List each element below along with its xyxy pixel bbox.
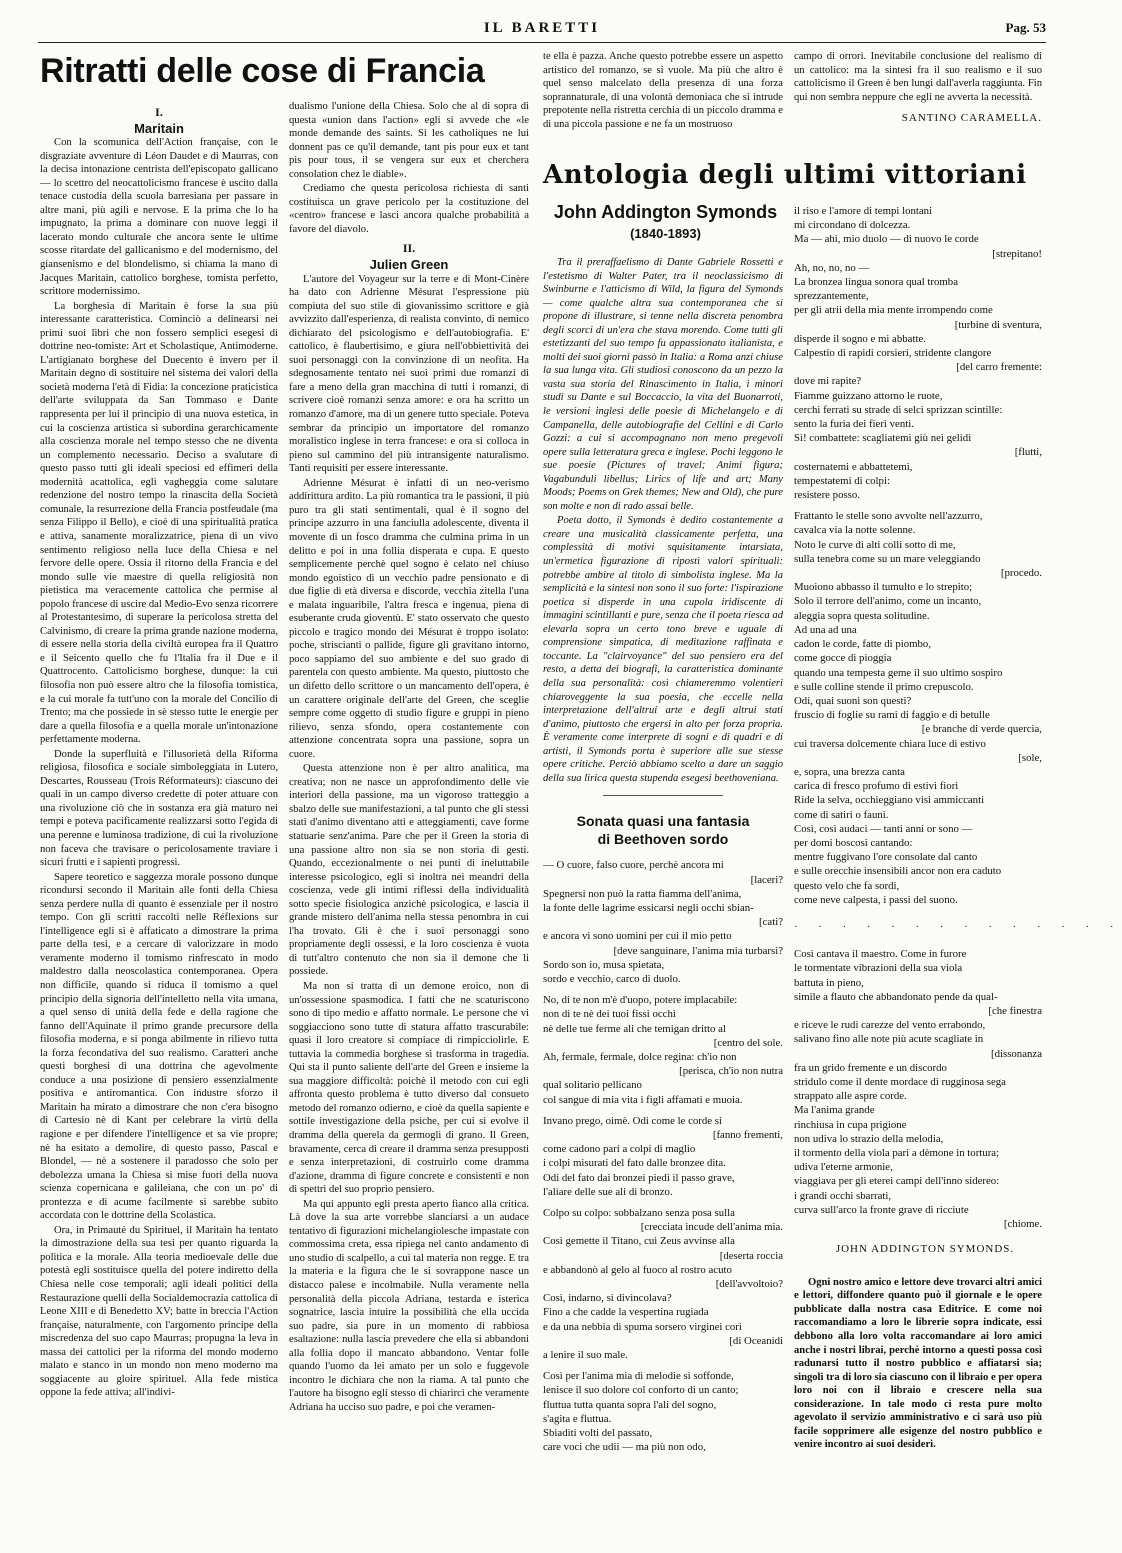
poem-line: [che finestra — [988, 1004, 1042, 1017]
stanza-break — [543, 986, 783, 993]
poem-line: [cati? — [759, 916, 783, 929]
column-3-top — [543, 50, 783, 148]
poem-line: La bronzea lingua sonora qual tromba — [794, 276, 958, 289]
poem-part-1 — [543, 858, 783, 1454]
poem-line: fruscio di foglie su rami di faggio e di betulle — [794, 709, 990, 722]
poem-line: Sbiaditi volti del passato, — [543, 1427, 653, 1440]
poem-line: Fiamme guizzano attorno le ruote, — [794, 389, 943, 402]
poem-line: [deve sanguinare, l'anima mia turbarsi? — [613, 944, 783, 957]
poem-line: viaggiava per gli eterei campi dell'inno sidereo: — [794, 1175, 1000, 1188]
header-rule — [38, 42, 1046, 43]
poem-line: curva sull'arco la fronte grave di ricciute — [794, 1203, 969, 1216]
poem-line: Colpo su colpo: sobbalzano senza posa sulla — [543, 1207, 735, 1219]
poem-line: [crecciata incude dell'anima mia. — [640, 1221, 783, 1234]
column-3 — [543, 256, 783, 1526]
poem-line: e sulle orecchie insensibili ancor non era caduto — [794, 865, 1002, 878]
poem-line: e riceve le rudi carezze del vento errabondo, — [794, 1019, 986, 1032]
column-1 — [40, 100, 278, 1525]
poem-line: come di satiri o fauni. — [794, 808, 889, 821]
anthology-title: Antologia degli ultimi vittoriani — [543, 160, 1027, 190]
poem-line: Muoiono abbasso il tumulto e lo strepito; — [794, 581, 973, 594]
poem-line: e, sopra, una brezza canta — [794, 765, 905, 778]
poem-title-line-1: Sonata quasi una fantasia — [576, 813, 750, 830]
poem-line: Frattanto le stelle sono avvolte nell'azzurro, — [794, 510, 983, 523]
poem-line: quando una tempesta geme il suo ultimo sospiro — [794, 666, 1003, 679]
intro-paragraph: Poeta dotto, il Symonds è dedito costantemente a creare una musicalità classicamente perfetta, una complessità di motivi squisitamente intarsiata, un'ermetica figurazione di ripostì valori spirituali: potrebbe ambire al titolo di simbolista inglese. Ma la semplicità e la sintesi non sono il suo forte: l'ispirazione poetica si disperde in una cupola iridiscente di immagini scintillanti e pure, senza che il poeta riesca ad elevarla sopra un certo tono breve e uguale di comprensione simpatica, di meditazione raffinata e toccante. La "clairvoyance" del suo pensiero era del resto, a detta dei biografi, la caratteristica dominante della sua personalità: così chiameremmo volentieri chiaroveggente la sua poesia, che eccelle nella interpretazione dell'altrui arte e degli altrui stati d'animo, piuttosto che ergersi in alto per forza propria. È veramente come interprete di sogni e di quadri e di artisti, il Symonds porta è superiore alle sue stesse opere critiche. Perciò abbiamo scelto a dare un saggio della sua lirica questa stupenda esegesi beethoveniana. — [543, 515, 783, 784]
page-header — [38, 20, 1046, 40]
poet-dates: (1840-1893) — [630, 226, 701, 241]
poem-line: No, di te non m'è d'uopo, potere implacabile: — [543, 994, 738, 1007]
stanza-break — [543, 1199, 783, 1206]
poem-line: Odi, quai suoni son questi? — [794, 694, 912, 707]
article-title: Ritratti delle cose di Francia — [40, 52, 485, 90]
paragraph: Ma non si tratta di un demone eroico, non di un'ossessione spasmodica. I fatti che ne scaturiscono sono di tipo medio e affatto normale. Le persone che vi soggiacciono sono tutte di statura affatto trascurabile: quasi il loro creatore si compiace di rimpicciolirle. E tuttavia la commedia borghese si trasforma in tragedia. Qui sta il punto saliente dell'arte del Green e insieme la sua maggiore difficoltà: poichè il metodo con cui egli affronta questo problema è tutto diverso dal consueto metodo del romanzo odierno, e cioè da quella sapiente e sottile investigazione della psiche, per cui si evolve il dramma della querela da germogli di grano. Il Green, bravamente, cerca di creare il dramma senza presupposti e senza interpretazioni, di costruirlo come dramma d'azione, dramma di figure concrete e consistenti e non di spettri del suo proprio pensiero. — [289, 981, 530, 1196]
poem-line: [fanno frementi, — [712, 1128, 783, 1141]
paragraph: te ella è pazza. Anche questo potrebbe essere un aspetto artistico del romanzo, se si vuole. Ma più che altro è quel senso malcelato della presenza di una forza soprannaturale, di una volontà demoniaca che si intrude prepotente nella ristretta cerchia di un piccolo dramma e di una piccola passione e ne fa un mostruoso — [543, 51, 783, 130]
poem-line: rinchiusa in cupa prigione — [794, 1118, 907, 1131]
poem-line: come cadono pari a colpi di maglio — [543, 1143, 696, 1156]
poem-line: Invano prego, oimè. Odi come le corde si — [543, 1114, 722, 1127]
poem-line: care voci che udii — ma più non odo, — [543, 1441, 706, 1454]
poem-line: cui traversa dolcemente chiara luce di estivo — [794, 737, 986, 750]
poem-line: e abbandonò al gelo al fuoco al rostro acuto — [543, 1263, 732, 1276]
poem-line: questo velo che fa sordi, — [794, 879, 900, 892]
poem-line: simile a flauto che abbandonato pende da qual- — [794, 990, 998, 1003]
poem-line: Sordo son io, musa spietata, — [543, 958, 665, 971]
poem-line: — O cuore, falso cuore, perchè ancora mi — [543, 859, 724, 872]
poem-line: le tormentate vibrazioni della sua viola — [794, 962, 963, 975]
poem-line: mentre fuggivano l'ore consolate dal canto — [794, 851, 978, 864]
section-number: I. — [155, 105, 163, 119]
paragraph: Ma qui appunto egli presta aperto fianco alla critica. Là dove la sua arte vorrebbe slanciarsi a un audace tentativo di figurazioni michelangiolesche impastate con commossima creta, essa ripiega nel canto andamento di uno studio di scalpello, a cui tal materia non regge. E tra la materia e la figura che le si sovrappone nasce un distacco palese e incolmabile. Nulla veramente nella personalità della piccola Adriana, testarda e isterica sognatrice, lascia intuire la possibilità che ella uccida suo padre, sia pure in un momento di rabbiosa esaltazione: nulla lascia prevedere che ella si abbandoni alla follia dopo il mancato abbandono. Ventar folle quando l'uomo da lei amato per un solo e fuggevole incontro le dichiara che non la riama. A tal punto che l'autore ha bisogno egli stesso di chiarirci che veramente Adriana ha ucciso suo padre, e poi che veramen- — [289, 1198, 529, 1413]
stanza-break — [543, 1362, 783, 1369]
poem-line: carica di fresco profumo di estivi fiori — [794, 780, 959, 793]
poem-line: [centro del sole. — [713, 1036, 783, 1049]
poem-line: Odi del fato dai bronzei piedi il passo grave, — [543, 1171, 735, 1184]
poem-line: [perisca, ch'io non nutra — [679, 1065, 783, 1078]
section-divider — [603, 795, 723, 796]
paragraph: Donde la superfluità e l'illusorietà della Riforma religiosa, filosofica e sociale simboleggiata in Lutero, Descartes, Rousseau (Trois Réformateurs): ciascuno dei quali in un campo diverso credette di poter attuare con una rivoluzione ciò che in sostanza era già maturo nei tempi e poteva pacificamente realizzarsi sotto l'egida di una perenne e luminosa tradizione, di cui la rivoluzione non faceva che travisare o pericolosamente traviare i sicuri frutti e i sapienti progressi. — [40, 748, 278, 869]
poem-line: sulla tenebra come su un mare veleggiando — [794, 552, 981, 565]
poem-line: la fonte delle lagrime essicarsi negli occhi sbian- — [543, 901, 754, 914]
poem-line: col sangue di mia vita i figli affamati e muoia. — [543, 1093, 743, 1106]
poem-line: fra un grido fremente e un discordo — [794, 1061, 947, 1074]
poem-line: Così cantava il maestro. Come in furore — [794, 948, 967, 961]
poem-line: fluttua tutta quanta sopra l'ali del sogno, — [543, 1398, 717, 1411]
paragraph: Con la scomunica dell'Action française, con le disgraziate avventure di Léon Daudet e di Maurras, con la decisa intonazione centrista dell'episcopato gallicano — lo scettro del neocattolicismo francese è uscito dalla tenace custodia della scuola barresiana per passare in altre mani, più agili e nervose. E la prima che lo ha impugnato, la prima a dominare con nuove leggi il lacerato mondo culturale che ancora sente le ultime scosse ritardate del gallicanismo e del modernismo, del giansenismo e del blondelismo, si chiama la mano di Jacques Maritain, cattolico borghese, tomista perfetto, scrittore modernissimo. — [40, 137, 278, 298]
poem-line: Ad una ad una — [794, 623, 857, 636]
poem-line: sento la furia dei fieri venti. — [794, 418, 914, 431]
section-title-julien-green: Julien Green — [369, 257, 449, 273]
author-signature: SANTINO CARAMELLA. — [901, 112, 1042, 125]
poem-line: [procedo. — [1000, 567, 1042, 580]
poem-line: Calpestio di rapidi corsieri, stridente clangore — [794, 347, 992, 360]
poem-line: e da una nebbia di spuma sorsero virginei cori — [543, 1320, 742, 1333]
poem-line: [laceri? — [750, 873, 783, 886]
paragraph: Ora, in Primauté du Spirituel, il Maritain ha tentato la dimostrazione della sua tesi per quanto riguarda la politica e la morale. Alla teoria medioevale delle due potestà egli sostituisce quella del potere indiretto della Chiesa nelle cose temporali; agli ideali politici della Restaurazione quelli della Socialdemocrazia cattolica di Leone XIII e di Benedetto XV; batte in breccia l'Action française, naturalmente, con l'argomento principe della miscredenza del suo capo Maurras; propugna la leva in massa dei cattolici per la riforma del mondo moderno malato e stanco in un mondo non meno moderno ma soggiacente au gloire spirituel. Alla fede mistica oppone la fede attiva; all'indivi- — [40, 1224, 278, 1399]
poem-line: e sulle colline stende il primo crepuscolo. — [794, 680, 974, 693]
poem-line: udiva l'eterne armonie, — [794, 1161, 893, 1174]
poem-line: [dell'avvoltoio? — [715, 1278, 783, 1291]
stanza-break — [543, 1107, 783, 1114]
poem-title-line-2: di Beethoven sordo — [597, 831, 729, 848]
poem-line: Così per l'anima mia di melodie si soffonde, — [543, 1370, 734, 1383]
column-4 — [794, 204, 1122, 1526]
poem-line: battuta in pieno, — [794, 976, 864, 989]
poem-line: non udiva lo strazio della melodia, — [794, 1132, 944, 1145]
poem-line: i grandi occhi sbarrati, — [794, 1189, 892, 1202]
poem-line: [di Oceanidi — [729, 1334, 783, 1347]
poet-name: John Addington Symonds — [553, 202, 778, 222]
paragraph: L'autore del Voyageur sur la terre e di Mont-Cinère ha dato con Adrienne Mésurat l'espressione più compiuta del suo stile di giovanissimo scrittore e già avvizzito dall'esperienza, di realista convinto, di nemico dichiarato del psicologismo e dell'autobiografia. E' cattolico, è flaubertisimo, e giura nell'obbiettività dei suoi personaggi con la convinzione di un neofita. Ha sdegnosamente tentato nei suoi primi due romanzi di fare a meno della gran macchina di tutti i romanzi, di scrivere cioè romanzi senza amore: e ora ha scritto un romanzo d'amore, ma di un genere tutto speciale. Poteva sembrar da principio un importatore del romanzo moralistico inglese in terra francese: e ora si colloca in pieno sul cammino del più intransigente naturalismo. Tanti requisiti per essere interessante. — [289, 273, 529, 475]
poem-line: [dissonanza — [991, 1047, 1042, 1060]
poem-line: aleggia sopra questa solitudine. — [794, 609, 930, 622]
poem-line: [deserta roccia — [719, 1249, 783, 1262]
poem-line: disperde il sogno e mi abbatte. — [794, 332, 926, 345]
poem-line: Sì! combattete: scagliatemi giù nei gelidi — [794, 432, 972, 445]
poem-line: i colpi misurati del fato dalle bronzee dita. — [543, 1157, 726, 1170]
paragraph: Crediamo che questa pericolosa richiesta di santi costituisca un grave pericolo per la costituzione del «centro» francese e lasci ancora qualche probabilità a favore del diavolo. — [289, 183, 529, 235]
paragraph: La borghesia di Maritain è forse la sua più interessante caratteristica. Cominciò a delinearsi nei primi suoi libri che non fossero semplici esegesi di dottrine neo-tomiste: Art et Scholastique, Antimoderne. L'artigianato borghese del Duecento è invero per il Maritain degno di sostituire nel sistema dei valori della società moderna l'età di Fidia: la concezione praticistica dell'arte sviluppata da San Tommaso e Dante rappresenta per lui il principio di una nuova estetica, in cui la coscienza artistica si subordina gerarchicamente alla coscienza morale nel tempo stesso che ne diventa un complemento necessario. Deciso a svalutare di questo passo tutti gli ideali speciosi ed effimeri della modernità acattolica, egli vagheggia come salutare redenzione del nostro tempo la rinascita della Società comunale, la resurrezione della Francia postfeudale (ma senza Filippo il Bello), e cioè di una spiritualità pratica e attiva, sanamente moralizzatrice, piena di un vivo sentimento religioso nella luce della Chiesa e nel fervore delle opere. Ossia il ritorno della Francia e del mondo sulle vie maestre di quella religiosità non pietistica ma veracemente cattolica che permise al popolo francese di uscire dal Medio-Evo senza ricorrere al Protestantesimo, di superare la pericolosa stretta del Calvinismo, di creare la prima grande nazione moderna, di essere nella storia della civiltà europea fra il Quattro e il Seicento quello che fu l'Italia fra il Due e il Quattrocento. Cattolicismo borghese, dunque: la cui filosofia non può essere altro che la filosofia tomistica, e la cui morale fa tutt'uno con la morale del Concilio di Trento; ma che possiede in sè stesso tutte le energie per dare a quella filosofia e a quella morale un'intonazione perfettamente moderna. — [40, 300, 278, 746]
column-2 — [289, 100, 529, 1525]
poem-line: sprezzantemente, — [794, 290, 869, 303]
poem-line: e ancora vi sono uomini per cui il mio petto — [543, 930, 732, 943]
poem-title — [543, 812, 783, 848]
poem-line: non di te nè dei tuoi fissi occhi — [543, 1008, 676, 1021]
poem-line: tempestatemi di colpi: — [794, 474, 890, 487]
poem-line: [sole, — [1018, 751, 1042, 764]
poem-line: Fino a che cadde la vespertina rugiada — [543, 1306, 709, 1319]
poem-line: s'agita e fluttua. — [543, 1412, 612, 1425]
poem-line: [del carro fremente: — [956, 361, 1042, 374]
poem-line: cadon le corde, fatte di piombo, — [794, 638, 932, 651]
poem-line: a lenire il suo male. — [543, 1349, 628, 1362]
poem-line: il riso e l'amore di tempi lontani — [794, 205, 933, 217]
poem-line: per gli atrii della mia mente irrompendo come — [794, 304, 993, 317]
column-4-top — [794, 50, 1042, 150]
poem-line: qual solitario pellicano — [543, 1079, 642, 1092]
poem-line: mi circondano di dolcezza. — [794, 219, 911, 232]
poem-line: [flutti, — [1014, 446, 1042, 459]
section-title-maritain: Maritain — [134, 120, 184, 136]
poem-line: dove mi rapite? — [794, 375, 862, 388]
poem-line: l'aliare delle sue ali di bronzo. — [543, 1185, 673, 1198]
poem-line: [turbine di sventura, — [954, 318, 1042, 331]
section-number: II. — [402, 241, 416, 256]
ellipsis-separator: · · · · · · · · · · · · · · — [794, 920, 1122, 933]
poem-line: per domi boscosi cantando: — [794, 836, 913, 849]
journal-title: IL BARETTI — [483, 20, 601, 36]
poem-line: Ah, no, no, no — — [794, 261, 870, 274]
poem-line: stridulo come il dente mordace di rugginosa sega — [794, 1075, 1006, 1088]
stanza-break — [794, 940, 1042, 947]
poem-line: cerchi ferrati su strade di selci sprizzan scintille: — [794, 403, 1003, 416]
poem-line: Ma l'anima grande — [794, 1104, 875, 1117]
poem-line: Ride la selva, occhieggiano visi ammiccanti — [794, 794, 985, 807]
poem-line: lenisce il suo dolore col conforto di un canto; — [543, 1384, 739, 1397]
poem-line: sordo e vecchio, carco di duolo. — [543, 972, 681, 985]
poem-line: come gocce di pioggia — [794, 652, 892, 665]
poem-part-2 — [794, 204, 1122, 1231]
paragraph: Sapere teoretico e saggezza morale possono dunque ricondursi secondo il Maritain alle fonti della Chiesa senza perdere nulla di quanto è essenziale per il nostro tempo. Con gli scritti raccolti nelle Réflexions sur l'intelligence egli si è affaticato a dimostrare la prima parte della tesi, e a cercare di valorizzare in modo veramente moderno il tomismo rinfrescato in modo maldestro dalla neoscolastica contemporanea. Opera non difficile, quando si riduca il tomismo a quel principio della signoria dell'intelletto nella vita umana, a quel senso di unità della fede e della ragione che fanno dell'Aquinate il primo grande precursore della filosofia moderna, e si ponga abilmente in rilievo tutta la forza fecondativa del suo realismo. Caratteri anche questi borghesi di una dottrina che agevolmente conduce a una posizione di pensiero essenzialmente positiva e antiromantica. Con industre sforzo il Maritain ha mirato a dimostrare che non c'era bisogno di Cartesio nè di Kant per celebrare la virtù della ragione e per difendere l'intelligence et sa vie propre; nè ha esitato a demolire, di questo passo, Pascal e Blondel, — nè a sostenere il paradosso che solo per debolezza umana la Chiesa si mise fuori della nuova scienza copernicana e galileiana, che con un po' di prontezza e di acume facilmente si sarebbe subito accordata con le dottrine della Scolastica. — [40, 871, 278, 1222]
poem-line: [strepitano! — [992, 247, 1042, 260]
poem-line: il tormento della viola pari a dèmone in tortura; — [794, 1147, 1000, 1159]
stanza-break — [794, 907, 1042, 914]
poem-line: Così, così audaci — tanti anni or sono — — [794, 822, 973, 835]
paragraph: Adrienne Mésurat è infatti di un neo-verismo addirittura ardito. La più romantica tra le passioni, il più puro tra gli stati sentimentali, qual è il sogno del principe azzurro in una fanciulla adolescente, diventa il movente di un fosco dramma che culmina prima in un delitto e poi in una follia disperata e cupa. E questo semplicemente perchè quel sogno è celato nel chiuso mondo egoistico di un vecchio padre pensionato e di due figlie di età diversa e discorde, vecchia zitella l'una e malata inguaribile, l'altra fresca e ingenua, piena di esuberante cruda gioventù. E' stato osservato che questo piccolo e tragico mondo dei Mésurat è troppo isolato: poche, striscianti o pallide, figure gli gravitano intorno, poco sappiamo del suo ambiente e del suo grado di parentela con questo ambiente. Ma questo, piuttosto che un difetto dello scrittore o un mancamento dell'opera, è un carattere originale dell'arte del Green, che sceglie sempre come oggetto di studio figure e gruppi in pieno rilievo, senza sfondo, opera costantemente con attenzione concentrata sopra una passione, sopra un cuore. — [289, 477, 529, 760]
poem-line: [chiome. — [1003, 1218, 1042, 1231]
poem-line: cavalca via la notte solenne. — [794, 524, 916, 537]
poem-line: Così, indarno, si divincolava? — [543, 1292, 672, 1305]
paragraph: campo di orrori. Inevitabile conclusione del realismo di un cattolico: ma la sintesi fra il suo realismo e il suo cattolicismo il Green è ben lungi dall'averla raggiunta. Fin qui non sembra neppure che egli ne avverta la necessità. — [794, 51, 1042, 103]
poem-line: costernatemi e abbattetemi, — [794, 460, 913, 473]
intro-paragraph: Tra il preraffaelismo di Dante Gabriele Rossetti e l'estetismo di Walter Pater, tra il neoclassicismo di Swinburne e l'atticismo di Wild, la figura del Symonds — come qualche altra sua contemporanea che si propone di illustrare, si tenne nella discreta penombra degli scorci di un'era che stava morendo. Come tutti gli estetizzanti del suo tempo fu appassionato italianista, e molti dei suoi giorni passò in Italia: a Roma anzi chiuse la sua lunga vita. Gli studiosi conoscono da un pezzo la vasta sua storia del Rinascimento in Italia, i minori studi su Dante e sul Boccaccio, la vita del Buonarroti, le versioni inglesi delle poesie di Michelangelo e di Campanella, delle autobiografie del Cellini e di Carlo Gozzi: a cui si accompagnano non meno pregevoli opere sulla letteratura greca e inglese. Pochi leggono le sue poesie (Pictures of travel; Animi figura; Vagabunduli libellus; Lirics of life and art; Many Moods; Poems on Grek themes; New and Old), che pure son molte e non di rado assai belle. — [543, 257, 783, 512]
poem-line: salivano fino alle note più acute scagliate in — [794, 1033, 984, 1046]
poem-line: strappato alle aspre corde. — [794, 1090, 907, 1103]
paragraph: Questa attenzione non è per altro analitica, ma creativa; non ne nasce un approfondimento delle vie interiori della passione, ma un vigoroso tratteggio a sbalzo delle sue manifestazioni, a tal punto che gli stessi stati d'animo diventano atti e atteggiamenti, cave forme statuarie senz'anima. Pare che per il Green la storia di una passione altro non sia se non storia di gesti. Quando, eccezionalmente o nei punti di ineluttabile interesse psicologico, egli si inoltra nei meandri della coscienza, vede gli intimi riflessi della individualità sotto specie fisiologica anzichè psicologica, e lascia il grande mistero dell'anima nella stessa penombra in cui l'ha trovato. Gli è che i suoi personaggi sono propriamente degli ossessi, e la loro coscienza è vuota di tutt'altro contenuto che non sia il demone che li possiede. — [289, 763, 529, 978]
poem-line: Così gemette il Titano, cui Zeus avvinse alla — [543, 1235, 735, 1248]
poem-line: [e branche di verde quercia, — [921, 723, 1042, 736]
poem-line: Ma — ahi, mio duolo — di nuovo le corde — [794, 233, 979, 246]
poem-line: Spegnersi non può la ratta fiamma dell'anima, — [543, 887, 742, 900]
poem-line: nè delle tue ferme ali che temigan dritto al — [543, 1022, 726, 1035]
publisher-notice: Ogni nostro amico e lettore deve trovarci altri amici e lettori, diffondere quanto può il giornale e le opere pubblicate dalla nostra casa Editrice. E come noi raccomandiamo a loro le librerie sopra indicate, essi debbono alla loro volta raccomandare ai loro amici anche i nostri librai, perchè intorno a questi possa così radunarsi tutto il nostro pubblico e affiatarsi sia; singoli tra di loro sia ciascuno con il libraio e per opera loro noi con il libraio e crescere nella sua considerazione. In tale modo ci resta pure molto agevolato il servizio amministrativo e ci sarà uso più facile sopprimere alle esigenze del nostro pubblico e venire incontro ai suoi desideri. — [794, 1276, 1042, 1451]
poem-line: Noto le curve di alti colli sotto di me, — [794, 538, 956, 551]
poet-signature: JOHN ADDINGTON SYMONDS. — [835, 1243, 1015, 1256]
poem-line: come neve calpesta, i passi del suono. — [794, 893, 958, 906]
stanza-break — [794, 502, 1042, 509]
poem-line: Ah, fermale, fermale, dolce regina: ch'io non — [543, 1050, 737, 1063]
paragraph: dualismo l'unione della Chiesa. Solo che al di sopra di questa «union dans l'action» egli si avvede che «le monde demande des saints. Si les catholiques ne lui donnent pas ce qu'il demande, tant pis pour eux et tant pis pour tous, il se vengera sur eux et cherchera consolation chez le diable». — [289, 101, 529, 180]
poem-line: resistere posso. — [794, 489, 860, 502]
page-number: Pag. 53 — [1005, 20, 1046, 35]
poem-line: Solo il terrore dell'animo, come un incanto, — [794, 595, 982, 608]
